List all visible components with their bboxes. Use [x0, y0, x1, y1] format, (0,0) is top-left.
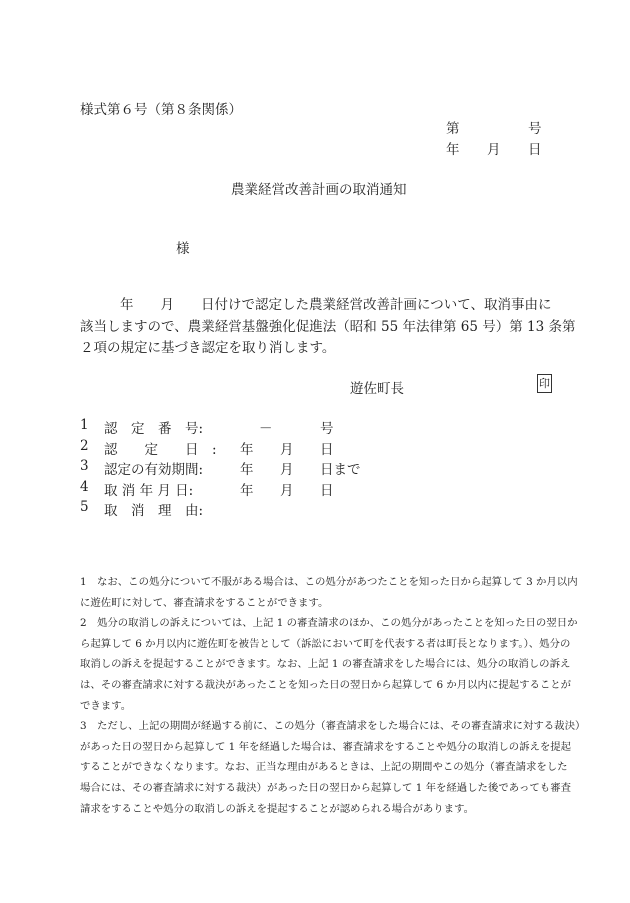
addressee: 様	[176, 241, 190, 257]
seal-mark: 印	[537, 374, 552, 393]
note-line: することができなくなります。なお、正当な理由があるときは、上記の期間やこの処分（審査請求をした	[80, 761, 568, 774]
item-label: 認 定 番 号:	[104, 421, 204, 437]
item-value: 日まで	[320, 462, 361, 478]
note-line: 請求をすることや処分の取消しの訴えを提起することが認められる場合があります。	[80, 802, 475, 815]
document-number-prefix: 第	[446, 121, 460, 137]
item-value: 日	[320, 442, 334, 458]
item-number: 4	[80, 479, 89, 495]
body-line: ２項の規定に基づき認定を取り消します。	[80, 340, 336, 356]
item-label: 認 定 日 :	[104, 442, 217, 458]
item-number: 5	[80, 499, 89, 515]
form-number-label: 様式第６号（第８条関係）	[80, 102, 242, 118]
page-title: 農業経営改善計画の取消通知	[231, 182, 407, 198]
date-day: 日	[528, 142, 542, 158]
item-number: 1	[80, 417, 89, 433]
item-value: 日	[320, 483, 334, 499]
item-value: 年	[240, 442, 254, 458]
item-label: 取 消 年 月 日:	[104, 483, 194, 499]
note-line: 3 ただし、上記の期間が経過する前に、この処分（審査請求をした場合には、その審査請求に対する裁決）	[80, 720, 586, 733]
note-line: は、その審査請求に対する裁決があったことを知った日の翌日から起算して 6 か月以内に提起することが	[80, 678, 572, 691]
item-value: 月	[280, 442, 294, 458]
note-line: 2 処分の取消しの訴えについては、上記 1 の審査請求のほか、この処分があったことを知った日の翌日か	[80, 617, 578, 630]
item-label: 取 消 理 由:	[104, 503, 204, 519]
date-year: 年	[446, 142, 460, 158]
item-value: 年	[240, 462, 254, 478]
note-line: 場合には、その審査請求に対する裁決）があった日の翌日から起算して 1 年を経過した後であっても審査	[80, 781, 571, 794]
note-line: ら起算して 6 か月以内に遊佐町を被告として（訴訟において町を代表する者は町長となります。）、処分の	[80, 637, 571, 650]
item-value: －	[259, 421, 273, 437]
item-number: 3	[80, 458, 89, 474]
date-month: 月	[487, 142, 501, 158]
note-line: に遊佐町に対して、審査請求をすることができます。	[80, 596, 329, 609]
document-number	[446, 117, 542, 137]
document-number-suffix: 号	[528, 121, 542, 137]
item-label: 認定の有効期間:	[104, 462, 204, 478]
note-line: 1 なお、この処分について不服がある場合は、この処分があつたことを知った日から起算して 3 か月以内	[80, 576, 578, 588]
item-value: 年	[240, 483, 254, 499]
note-line: があった日の翌日から起算して 1 年を経過した場合は、審査請求をすることや処分の取消しの訴えを提起	[80, 740, 572, 753]
notice-body	[80, 295, 576, 360]
item-value: 月	[280, 483, 294, 499]
body-line: 該当しますので、農業経営基盤強化促進法（昭和 55 年法律第 65 号）第 13 条第	[80, 318, 576, 335]
item-number: 2	[80, 438, 89, 454]
body-line: 年 月 日付けで認定した農業経営改善計画について、取消事由に	[120, 297, 552, 313]
item-value: 号	[320, 421, 334, 437]
note-line: できます。	[80, 699, 132, 712]
item-value: 月	[280, 462, 294, 478]
notes-section	[80, 572, 586, 819]
signer-name: 遊佐町長	[350, 381, 404, 397]
note-line: 取消しの訴えを提起することができます。なお、上記 1 の審査請求をした場合には、処分の取消しの訴え	[80, 658, 571, 671]
